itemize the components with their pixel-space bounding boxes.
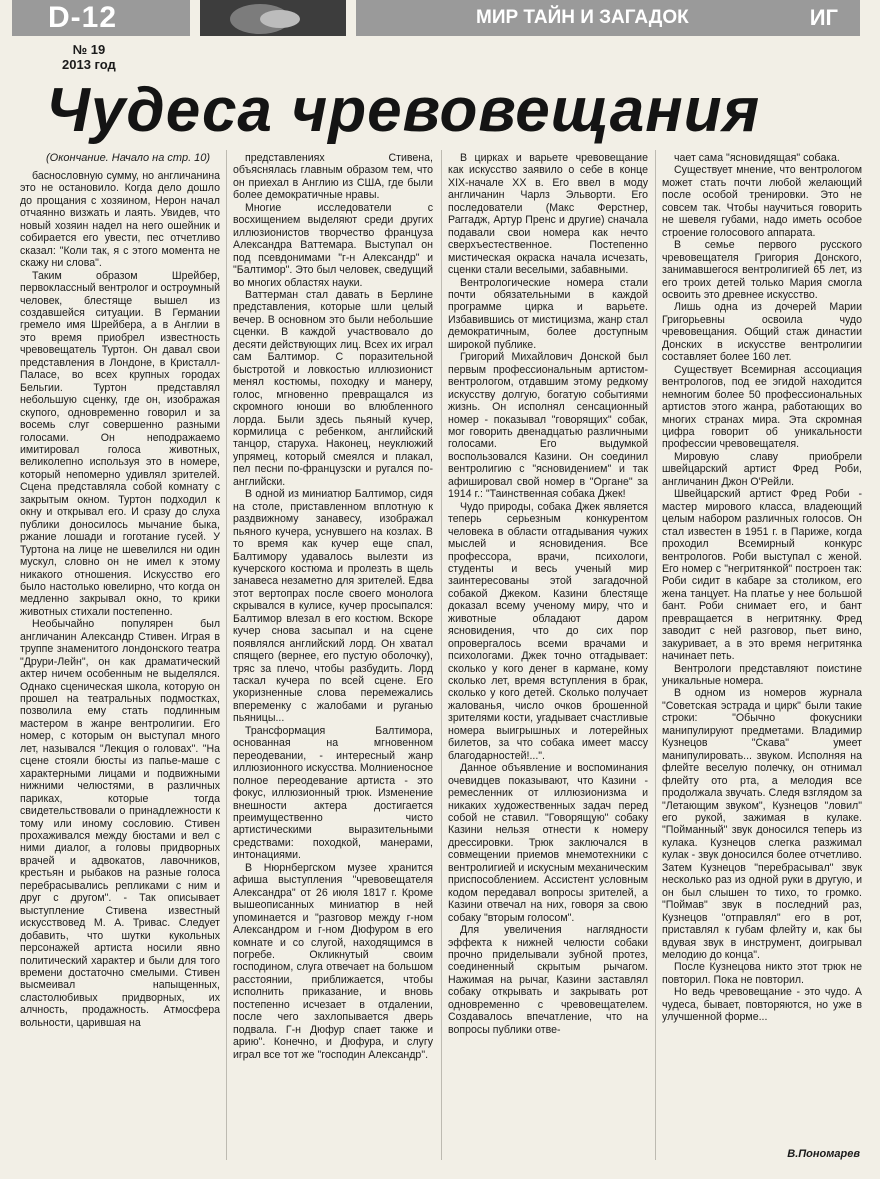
paragraph: В цирках и варьете чревовещание как искусство заявило о себе в конце XIX-начале XX в. Его ввел в моду англичанин Чарлз Эльворти. Его последователи (Макс Ферстнер, Раггадж, Артур Пренс и другие) сначала подавали свои номера как нечто сверхъестественное. Постепенно мистическая окраска начала исчезать, сценки стали веселыми, забавными.	[448, 152, 648, 277]
paragraph: Многие исследователи с восхищением выделяют среди других иллюзионистов творчество француза Александра Ваттемара. Выступал он под псевдонимами "г-н Александр" и "Балтимор". Это был человек, сведущий во многих областях науки.	[233, 201, 433, 289]
issue-number: № 19	[72, 42, 106, 57]
paragraph: Но ведь чревовещание - это чудо. А чудеса, бывает, повторяются, но уже в улучшенной форме...	[662, 986, 862, 1024]
paragraph: Трансформация Балтимора, основанная на мгновенном переодевании, - интересный жанр иллюзионного искусства. Молниеносное полное переодевание артиста - это фокус, иллюзионный трюк. Изменение внешности актера достигается преимущественно чисто артистическими выразительными средствами: походкой, манерами, интонациями.	[233, 724, 433, 862]
paragraph: Вентрологические номера стали почти обязательными в каждой программе цирка и варьете. Избавившись от мистицизма, жанр стал демократичным, более доступным широкой публике.	[448, 276, 648, 351]
paragraph: Мировую славу приобрели швейцарский артист Фред Роби, англичанин Джон О'Рейли.	[662, 450, 862, 488]
paragraph: Данное объявление и воспоминания очевидцев показывают, что Казини - ремесленник от иллюзионизма и никаких художественных задач перед собой не ставил. "Говорящую" собаку Казини нельзя отнести к номеру дрессировки. Трюк заключался в совмещении приемов мнемотехники с вентролигией и искусным механическим приспособлением. Ассистент условным кодом передавал вопросы зрителей, а Казини отвечал на них, говоря за свою собаку "вторым голосом".	[448, 762, 648, 924]
paragraph: Необычайно популярен был англичанин Александр Стивен. Играя в труппе знаменитого лондонского театра "Друри-Лейн", он как драматический актер ничем особенным не выделялся. Однако сценическая школа, которую он прошел на театральных подмостках, позволила ему стать подлинным мастером в жанре вентролигии. Его номер, с которым он выступал много лет, назывался "Лекция о головах". "На сцене стояли бюсты из папье-маше с характерными лицами и подвижными нижними челюстями, в различных париках, которые тогда свидетельствовали о принадлежности к тому или иному сословию. Стивен прохаживался между бюстами и вел с ними диалог, а головы придворных врачей и адвокатов, лавочников, крестьян и рыбаков на разные голоса перебрасывались репликами с ним и друг с другом". - Так описывает выступление Стивена известный искусствовед М. А. Тривас. Следует добавить, что шутки кукольных персонажей артиста носили явно политический характер и были для того времени достаточно смелыми. Стивен высмеивал напыщенных, сластолюбивых придворных, их алчность, продажность. Атмосфера вольности, царившая на	[20, 618, 220, 1029]
paragraph: представлениях Стивена, объяснялась главным образом тем, что он приехал в Англию из США, где были более демократичные нравы.	[233, 152, 433, 202]
column-divider	[441, 150, 442, 1160]
paragraph: Ваттерман стал давать в Берлине представления, которые шли целый вечер. В основном это были небольшие сценки. В каждой участвовало до десяти действующих лиц. Всех их играл сам Балтимор. С поразительной быстротой и ловкостью иллюзионист менял костюмы, походку и манеру, голос, мгновенно превращался из скромного юноши во влюбленного лорда. Были здесь пьяный кучер, кормилица с ребенком, английский танцор, старуха. Наконец, неуклюжий упрямец, который смеялся и плакал, пел песни по-французски и ругался по-английски.	[233, 288, 433, 488]
paragraph: В семье первого русского чревовещателя Григория Донского, занимавшегося вентролигией 65 лет, из его троих детей только Мария смогла освоить это древнее искусство.	[662, 239, 862, 301]
paragraph: В Нюрнбергском музее хранится афиша выступления "чревовещателя Александра" от 26 июля 1817 г. Кроме вышеописанных миниатюр в ней упоминается и "разговор между г-ном Александром и г-ном Дюфуром в его комнате и со слугой, находящимся в погребе. Окликнутый своим господином, слуга отвечает на большом расстоянии, приближается, чтобы исполнить приказание, и вновь постепенно исчезает в отдалении, после чего захлопывается дверь подвала. Г-н Дюфур спает также и арию". Конечно, и Дюфура, и слугу играл все тот же "господин Александр".	[233, 861, 433, 1061]
paragraph: чает сама "ясновидящая" собака.	[674, 152, 840, 164]
article-column-1	[20, 170, 220, 1029]
paragraph: Чудо природы, собака Джек является теперь серьезным конкурентом человека в области отгадывания чужих мыслей и ясновидения. Все профессора, врачи, психологи, студенты и весь ученый мир заинтересованы этой загадочной собакой Джеком. Казини блестяще доказал всему ученому миру, что и животные обладают даром ясновидения, что до сих пор опровергалось всеми врачами и психологами. Джек точно отгадывает: сколько у кого денег в кармане, кому сколько лет, время вступления в брак, сколько у кого детей. Сколько получает жалованья, число очков брошенной зрителями кости, угадывает счастливые номера выигрышных и лотерейных билетов, за что собака имеет массу благодарностей!...".	[448, 500, 648, 762]
paragraph: В одной из миниатюр Балтимор, сидя на столе, приставленном вплотную к раздвижному занавесу, изображал пьяного кучера, уснувшего на козлах. В то время как кучер еще спал, Балтимору удавалось вылезти из кучерского костюма и пролезть в щель занавеса незаметно для зрителей. Едва этот вертопрах после своего монолога скрывался в кулисе, кучер просыпался: Балтимор влезал в его костюм. Вскоре кучер снова засыпал и на сцене появлялся английский лорд. Он хватал спящего (вернее, его пустую оболочку), тряс за плечо, чтобы разбудить. Лорд таскал кучера по всей сцене. Его укоризненные слова перемежались впеременку с жалобами и руганью пьяницы...	[233, 488, 433, 725]
paragraph: Швейцарский артист Фред Роби - мастер мирового класса, владеющий целым набором различных голосов. Он стал известен в 1951 г. в Париже, когда проходил Всемирный конкурс вентрологов. Роби выступал с женой. Его номер с "негритянкой" построен так: Роби сидит в кабаре за столиком, его жена танцует. На платье у нее большой бант. Роби снимает его, и бант превращается в негритянку. Фред заводит с ней разговор, пьет вино, закуривает, а в это время негритянка начинает петь.	[662, 488, 862, 663]
paragraph: баснословную сумму, но англичанина это не остановило. Когда дело дошло до прощания с хозяином, Нерон начал отчаянно визжать и лаять. Увидев, что новый хозяин надел на него ошейник и собирается его увести, пес отчетливо сказал: "Коли так, я с этого момента не скажу ни слова".	[20, 170, 220, 270]
column-divider	[226, 150, 227, 1160]
paragraph: Вентрологи представляют поистине уникальные номера.	[662, 662, 862, 688]
paragraph: Григорий Михайлович Донской был первым профессиональным артистом-вентрологом, отдавшим этому редкому искусству долгую, богатую событиями жизнь. Он исполнял сенсационный номер - показывал "говорящих" собак, мог говорить двенадцатью различными голосами. Его выдумкой воспользовался Казини. Он соединил вентролигию с "ясновидением" и так афишировал свой номер в "Органе" за 1914 г.: "Таинственная собака Джек!	[448, 351, 648, 501]
column-divider	[655, 150, 656, 1160]
section-header-bar	[356, 0, 860, 36]
continuation-note: (Окончание. Начало на стр. 10)	[46, 152, 211, 164]
article-column-3	[448, 152, 648, 1036]
paragraph: Таким образом Шрейбер, первоклассный вентролог и остроумный человек, блестяще вышел из создавшейся ситуации. В Германии гремело имя Шрейбера, а в Англии в это время приобрел известность чревовещатель Туртон. Он давал свои представления в Лондоне, в Кристалл-Паласе, во всех крупных городах Бельгии. Туртон представлял небольшую сценку, где он, изображая скупого, одновременно говорил и за восемь слуг совершенно разными голосами. Он неподражаемо имитировал голоса животных, великолепно используя это в номере, который непомерно удивлял зрителей. Сцена представляла собой комнату с закрытым окном. Туртон подходил к окну и открывал его. И сразу до слуха публики доносилось мычание быка, ржание лошади и гоготание гусей. У Туртона на лице не шевелился ни один мускул, словно он не имел к этому никакого отношения. Искусство его было настолько ювелирно, что когда он медленно закрывал окно, то крики животных стихали постепенно.	[20, 269, 220, 618]
paragraph: В одном из номеров журнала "Советская эстрада и цирк" были такие строки: "Обычно фокусники манипулируют предметами. Владимир Кузнецов "Скава" умеет манипулировать... звуком. Исполняя на флейте веселую полечку, он отнимал флейту ото рта, а мелодия все продолжала звучать. Следя взглядом за "Летающим звуком", Кузнецов "ловил" его рукой, зажимая в кулаке. "Пойманный" звук доносился теперь из кулака. Кузнецов слегка разжимал кулак - звук доносился более отчетливо. Затем Кузнецов "перебрасывал" звук несколько раз из одной руки в другую, и он был слышен то тихо, то громко. "Поймав" звук в последний раз, Кузнецов "отправлял" его в рот, приставлял к губам флейту и, как бы вдувая звук в инструмент, доигрывал мелодию до конца".	[662, 687, 862, 961]
paragraph: Для увеличения наглядности эффекта к нижней челюсти собаки прочно приделывали зубной протез, соединенный скрытым рычагом. Нажимая на рычаг, Казини заставлял собаку открывать и закрывать рот одновременно с чревовещателем. Создавалось впечатление, что на вопросы публики отве-	[448, 924, 648, 1036]
article-column-2	[233, 152, 433, 1061]
issue-year: 2013 год	[62, 57, 116, 72]
brand-mark: ИГ	[809, 5, 838, 30]
paragraph: Существует мнение, что вентрологом может стать почти любой желающий после особой тренировки. Это не совсем так. Чтобы научиться говорить не шевеля губами, надо иметь особое строение голосового аппарата.	[662, 164, 862, 239]
article-column-4	[662, 152, 862, 1024]
page-code: D-12	[12, 0, 190, 36]
issue-info	[62, 42, 116, 72]
paragraph: Существует Всемирная ассоциация вентрологов, под ее эгидой находится немногим более 50 профессиональных артистов этого жанра, работающих во многих странах мира. Эта скромная цифра говорит об уникальности профессии чревовещателя.	[662, 363, 862, 451]
article-title: Чудеса чревовещания	[46, 76, 761, 145]
header-photo	[200, 0, 346, 36]
paragraph: После Кузнецова никто этот трюк не повторил. Пока не повторил.	[662, 961, 862, 986]
article-author: В.Пономарев	[787, 1148, 860, 1160]
paragraph: Лишь одна из дочерей Марии Григорьевны освоила чудо чревовещания. Общий стаж династии Донских в искусстве вентролигии составляет более 160 лет.	[662, 301, 862, 364]
section-title: МИР ТАЙН И ЗАГАДОК	[476, 7, 689, 28]
